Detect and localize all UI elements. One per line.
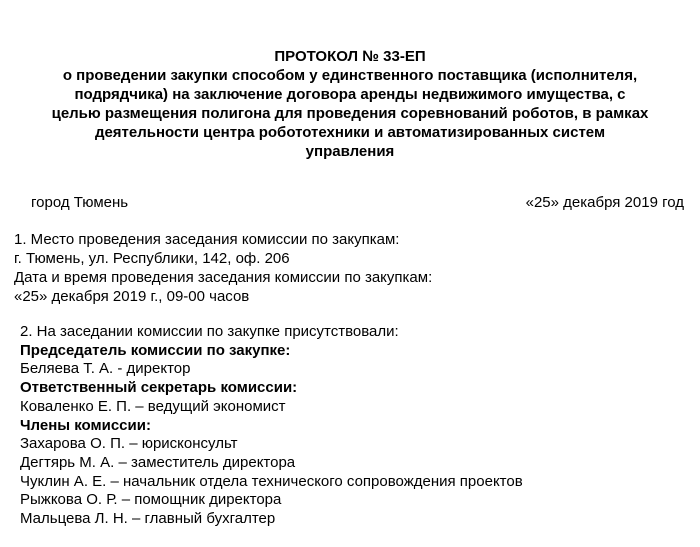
members-heading: Члены комиссии: — [20, 416, 151, 434]
meeting-place-heading: 1. Место проведения заседания комиссии по закупкам: — [14, 231, 400, 248]
committee-member: Дегтярь М. А. – заместитель директора — [20, 453, 296, 471]
committee-member: Захарова О. П. – юрисконсульт — [20, 435, 238, 453]
chair-member: Беляева Т. А. - директор — [20, 360, 191, 378]
meeting-datetime: «25» декабря 2019 г., 09-00 часов — [14, 288, 250, 305]
document-title: ПРОТОКОЛ № 33-ЕП — [274, 48, 426, 65]
document-date: «25» декабря 2019 год — [525, 194, 684, 211]
attendees-section — [20, 323, 523, 529]
attendees-intro: 2. На заседании комиссии по закупке присутствовали: — [20, 323, 399, 340]
meeting-datetime-heading: Дата и время проведения заседания комиссии по закупкам: — [14, 269, 433, 286]
document-subtitle-line-1: о проведении закупки способом у единственного поставщика (исполнителя, — [62, 67, 638, 84]
document-header — [0, 47, 700, 161]
meeting-place-section — [14, 230, 432, 306]
document-subtitle-line-4: деятельности центра робототехники и автоматизированных систем — [94, 124, 606, 141]
city-label: город Тюмень — [31, 194, 129, 211]
committee-member: Рыжкова О. Р. – помощник директора — [20, 491, 282, 509]
committee-member: Чуклин А. Е. – начальник отдела технического сопровождения проектов — [20, 472, 523, 490]
document-subtitle-line-3: целью размещения полигона для проведения соревнований роботов, в рамках — [51, 105, 649, 122]
chair-heading: Председатель комиссии по закупке: — [20, 341, 291, 359]
secretary-heading: Ответственный секретарь комиссии: — [20, 379, 298, 397]
committee-member: Мальцева Л. Н. – главный бухгалтер — [20, 510, 276, 528]
place-date-row — [0, 193, 700, 212]
document-subtitle-line-5: управления — [305, 143, 395, 160]
secretary-member: Коваленко Е. П. – ведущий экономист — [20, 397, 286, 415]
meeting-address: г. Тюмень, ул. Республики, 142, оф. 206 — [14, 250, 290, 267]
document-subtitle-line-2: подрядчика) на заключение договора аренды недвижимого имущества, с — [74, 86, 626, 103]
